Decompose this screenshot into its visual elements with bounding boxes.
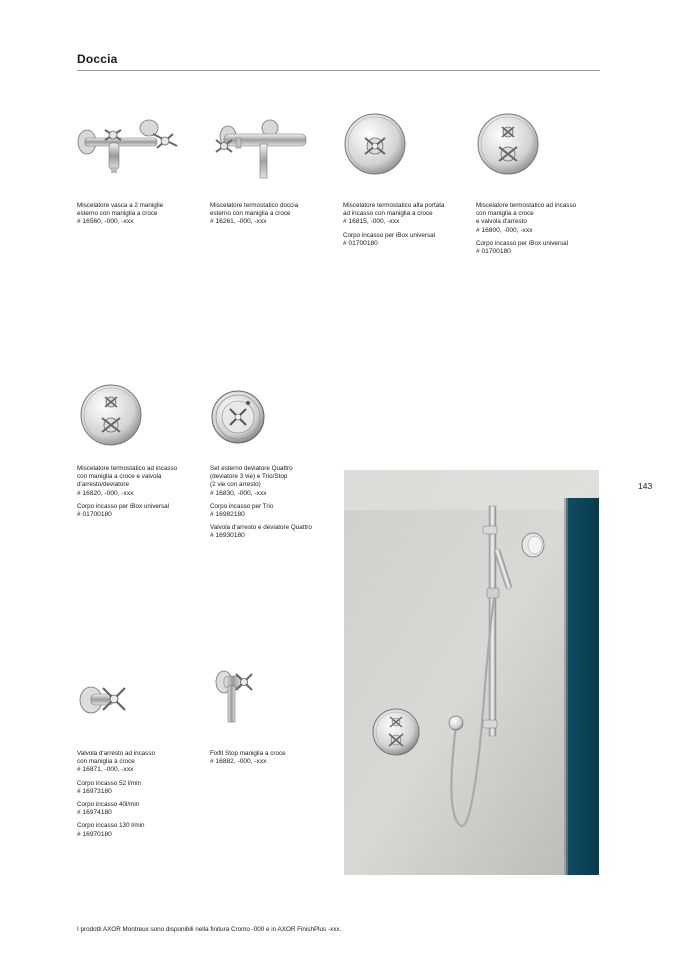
product-description: Miscelatore termostatico doccia [210, 202, 299, 209]
extra-code: # 16982180 [210, 511, 245, 519]
product-card [77, 112, 205, 227]
extra-code: # 16970180 [77, 830, 112, 838]
title-divider [77, 70, 600, 71]
product-image-thermostat-high-flow [343, 112, 471, 192]
product-description: ad incasso con maniglia a croce [343, 210, 433, 218]
product-description: Miscelatore termostatico ad incasso [77, 465, 178, 472]
product-code: # 16261, -000, -xxx [210, 218, 267, 226]
product-description: Set esterno deviatore Quattro [210, 465, 293, 472]
product-code: # 16820, -000, -xxx [77, 489, 134, 497]
product-description: Fixfit Stop maniglia a croce [210, 750, 286, 757]
product-description: esterno con maniglia a croce [210, 210, 291, 218]
product-card [343, 112, 471, 248]
product-description: Valvola d'arresto ad incasso [77, 750, 156, 757]
page-title: Doccia [77, 52, 118, 66]
extra-code: # 01700180 [343, 239, 378, 247]
product-card [77, 660, 205, 839]
product-image-thermostat-diverter [77, 375, 205, 455]
product-description: e valvola d'arresto [476, 218, 527, 226]
extra-label: Corpo incasso 130 l/min [77, 822, 145, 830]
product-description: con maniglia a croce e valvola [77, 473, 162, 481]
footnote: I prodotti AXOR Montreux sono disponibili nella finitura Cromo -000 e in AXOR FinishPlus -xxx. [77, 926, 342, 933]
product-image-fixfit-stop [210, 660, 338, 740]
product-description: Miscelatore termostatico alta portata [343, 202, 445, 209]
product-description: con maniglia a croce [77, 758, 135, 766]
product-description: Miscelatore vasca a 2 maniglie [77, 202, 164, 209]
product-image-quattro-trio [210, 375, 338, 455]
product-image-thermostat-shutoff [476, 112, 604, 192]
product-description: Miscelatore termostatico ad incasso [476, 202, 577, 209]
product-image-shower-thermostat [210, 112, 338, 192]
product-card [210, 375, 338, 541]
page-number: 143 [638, 481, 653, 491]
product-description: esterno con maniglia a croce [77, 210, 158, 218]
extra-code: # 01700180 [476, 248, 511, 256]
product-description: d'arresto/deviatore [77, 481, 129, 489]
extra-code: # 16973180 [77, 787, 112, 795]
product-code: # 16882, -000, -xxx [210, 758, 267, 766]
product-code: # 16815, -000, -xxx [343, 218, 400, 226]
product-description: con maniglia a croce [476, 210, 534, 218]
product-description: (2 vie con arresto) [210, 481, 261, 489]
extra-code: # 16930180 [210, 532, 245, 540]
product-code: # 16560, -000, -xxx [77, 218, 134, 226]
product-card [476, 112, 604, 256]
product-card [210, 112, 338, 227]
product-code: # 16800, -000, -xxx [476, 226, 533, 234]
extra-label: Corpo incasso per Trio [210, 502, 274, 510]
product-code: # 16830, -000, -xxx [210, 489, 267, 497]
shower-installation-photo [344, 470, 599, 875]
product-card [77, 375, 205, 519]
extra-code: # 16974180 [77, 809, 112, 817]
extra-label: Corpo incasso per iBox universal [77, 502, 170, 510]
extra-label: Corpo incasso per iBox universal [476, 239, 569, 247]
product-description: (deviatore 3 vie) e Trio/Stop [210, 473, 288, 481]
product-code: # 16871, -000, -xxx [77, 766, 134, 774]
product-image-shutoff-valve [77, 660, 205, 740]
product-card [210, 660, 338, 766]
extra-code: # 01700180 [77, 511, 112, 519]
extra-label: Corpo incasso 52 l/min [77, 779, 142, 787]
extra-label: Corpo incasso 40l/min [77, 801, 140, 809]
extra-label: Valvola d'arresto e deviatore Quattro [210, 524, 312, 532]
product-image-bath-mixer [77, 112, 205, 192]
extra-label: Corpo incasso per iBox universal [343, 231, 436, 239]
